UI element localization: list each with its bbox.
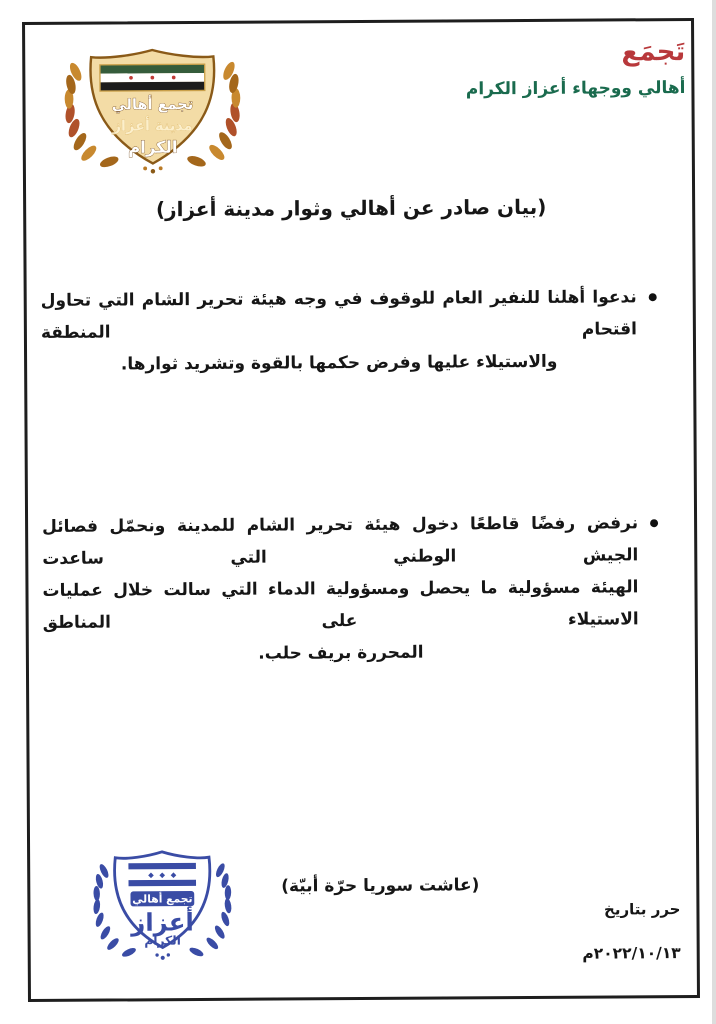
blue-stamp-graphic bbox=[87, 844, 238, 969]
blue-stamp bbox=[87, 844, 238, 973]
bullet-1-line-2: والاستيلاء عليها وفرض حكمها بالقوة وتشريد ثوارها. bbox=[120, 351, 558, 375]
bullet-2-line-2: الهيئة مسؤولية ما يحصل ومسؤولية الدماء التي سالت خلال عمليات الاستيلاء على المناطق bbox=[42, 577, 639, 633]
flag-star bbox=[129, 76, 133, 80]
flag-star bbox=[172, 76, 176, 80]
document-title: (بيان صادر عن أهالي وثوار مدينة أعزاز) bbox=[155, 194, 547, 222]
flag-star bbox=[151, 76, 155, 80]
date-value: ٢٠٢٢/١٠/١٣م bbox=[582, 944, 681, 963]
stamp-line1: تجمع أهالي bbox=[132, 892, 193, 906]
stamp-line3: الكرام bbox=[144, 933, 181, 948]
closing-slogan: (عاشت سوريا حرّة أبيّة) bbox=[281, 875, 480, 897]
stamp-bottom-dots bbox=[155, 953, 170, 960]
masthead-word: تَجمَع bbox=[621, 37, 686, 68]
gold-emblem-line3: الكرام bbox=[128, 137, 178, 157]
document-border-frame bbox=[22, 18, 700, 1002]
bullet-2-line-1: نرفض رفضًا قاطعًا دخول هيئة تحرير الشام للمدينة ونحمّل فصائل الجيش الوطني التي ساعدت bbox=[42, 513, 639, 569]
dated-label: حرر بتاريخ bbox=[603, 900, 681, 919]
masthead-line: أهالي ووجهاء أعزاز الكرام bbox=[465, 78, 686, 100]
flag-icon bbox=[100, 64, 205, 91]
emblem-bottom-dots bbox=[143, 166, 162, 173]
gold-emblem bbox=[55, 38, 250, 179]
bullet-dot bbox=[650, 519, 658, 527]
date-block bbox=[582, 899, 681, 964]
scan-edge-shadow bbox=[712, 0, 716, 1024]
gold-emblem-line1: تجمع أهالي bbox=[111, 95, 194, 114]
stamp-line2: أعزاز bbox=[131, 907, 194, 937]
gold-emblem-graphic bbox=[55, 38, 250, 175]
bullet-item-1 bbox=[41, 281, 658, 381]
bullet-item-2 bbox=[42, 507, 659, 671]
bullet-list bbox=[41, 281, 659, 671]
bullet-dot bbox=[649, 293, 657, 301]
gold-emblem-line2: مدينة أعزاز bbox=[112, 117, 193, 135]
masthead bbox=[466, 36, 686, 101]
bullet-2-line-3: المحررة بريف حلب. bbox=[258, 642, 424, 664]
bullet-1-line-1: ندعوا أهلنا للنفير العام للوقوف في وجه هيئة تحرير الشام التي تحاول اقتحام المنطقة bbox=[40, 287, 637, 343]
